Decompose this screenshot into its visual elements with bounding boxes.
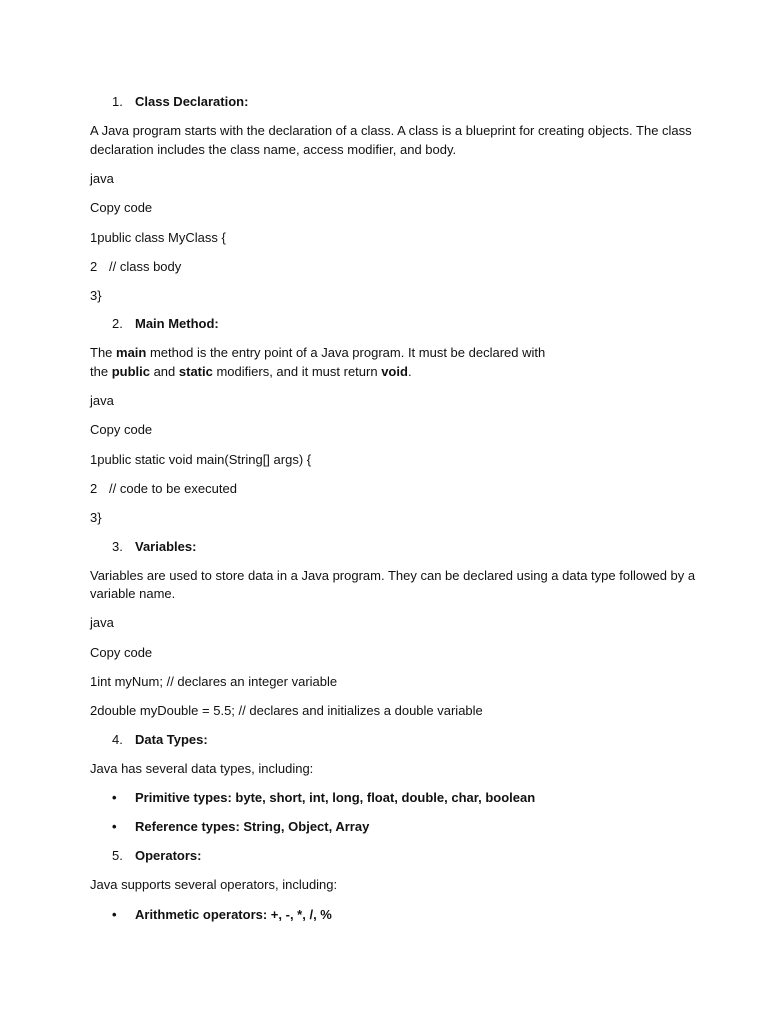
section-heading-variables	[112, 538, 196, 556]
section-title: Class Declaration:	[135, 94, 249, 109]
code-line-number: 1	[90, 230, 98, 245]
code-line-text: }	[97, 288, 102, 303]
code-line-text: public static void main(String[] args) {	[97, 452, 312, 467]
code-line	[90, 258, 181, 276]
code-line-number: 1	[90, 452, 98, 467]
code-line	[90, 673, 337, 691]
code-line-number: 1	[90, 674, 98, 689]
text-run: the	[90, 364, 112, 379]
code-line-text: // class body	[109, 259, 182, 274]
code-line-text: public class MyClass {	[97, 230, 226, 245]
bullet-dot-icon: •	[112, 819, 117, 834]
list-number: 5.	[112, 848, 123, 863]
section-heading-class-declaration	[112, 93, 248, 111]
text-run: The	[90, 345, 117, 360]
bullet-dot-icon: •	[112, 907, 117, 922]
bullet-dot-icon: •	[112, 790, 117, 805]
code-line-number: 2	[90, 259, 98, 274]
keyword-void: void	[381, 364, 408, 379]
code-line	[90, 287, 102, 305]
paragraph-line: Java supports several operators, including:	[90, 877, 338, 892]
list-number: 1.	[112, 94, 123, 109]
paragraph-line: Variables are used to store data in a Java program. They can be declared using a data type followed by a	[90, 568, 696, 583]
paragraph-line	[90, 344, 545, 362]
code-line-number: 2	[90, 703, 98, 718]
section-title: Data Types:	[135, 732, 208, 747]
paragraph-line: declaration includes the class name, access modifier, and body.	[90, 142, 457, 157]
code-line	[90, 702, 483, 720]
section-title: Variables:	[135, 539, 197, 554]
keyword-public: public	[111, 364, 150, 379]
code-line-text: double myDouble = 5.5; // declares and initializes a double variable	[97, 703, 483, 718]
code-line	[90, 229, 226, 247]
keyword-static: static	[178, 364, 213, 379]
code-language-label: java	[90, 171, 114, 186]
copy-code-label: Copy code	[90, 645, 153, 660]
section-heading-main-method	[112, 315, 219, 333]
code-language-label: java	[90, 615, 114, 630]
code-line-number: 3	[90, 288, 98, 303]
paragraph-line	[90, 363, 412, 381]
section-title: Operators:	[135, 848, 202, 863]
section-heading-operators	[112, 847, 201, 865]
paragraph-line: Java has several data types, including:	[90, 761, 314, 776]
list-number: 3.	[112, 539, 123, 554]
copy-code-label: Copy code	[90, 422, 153, 437]
bullet-item	[112, 789, 535, 807]
text-run: .	[407, 364, 412, 379]
code-language-label: java	[90, 393, 114, 408]
code-line	[90, 480, 237, 498]
bullet-text: Reference types: String, Object, Array	[135, 819, 370, 834]
bullet-item	[112, 906, 332, 924]
list-number: 2.	[112, 316, 123, 331]
code-line-number: 2	[90, 481, 98, 496]
bullet-item	[112, 818, 369, 836]
list-number: 4.	[112, 732, 123, 747]
paragraph-line: variable name.	[90, 586, 176, 601]
bullet-text: Primitive types: byte, short, int, long, float, double, char, boolean	[135, 790, 536, 805]
code-line	[90, 451, 311, 469]
paragraph-line: A Java program starts with the declaration of a class. A class is a blueprint for creating objects. The class	[90, 123, 692, 138]
bullet-text: Arithmetic operators: +, -, *, /, %	[135, 907, 332, 922]
copy-code-label: Copy code	[90, 200, 153, 215]
text-run: method is the entry point of a Java program. It must be declared with	[146, 345, 546, 360]
section-heading-data-types	[112, 731, 208, 749]
code-line-text: }	[97, 510, 102, 525]
code-line	[90, 509, 102, 527]
code-line-text: int myNum; // declares an integer variable	[97, 674, 338, 689]
keyword-main: main	[116, 345, 147, 360]
text-run: modifiers, and it must return	[212, 364, 382, 379]
text-run: and	[149, 364, 179, 379]
section-title: Main Method:	[135, 316, 219, 331]
code-line-text: // code to be executed	[109, 481, 237, 496]
code-line-number: 3	[90, 510, 98, 525]
